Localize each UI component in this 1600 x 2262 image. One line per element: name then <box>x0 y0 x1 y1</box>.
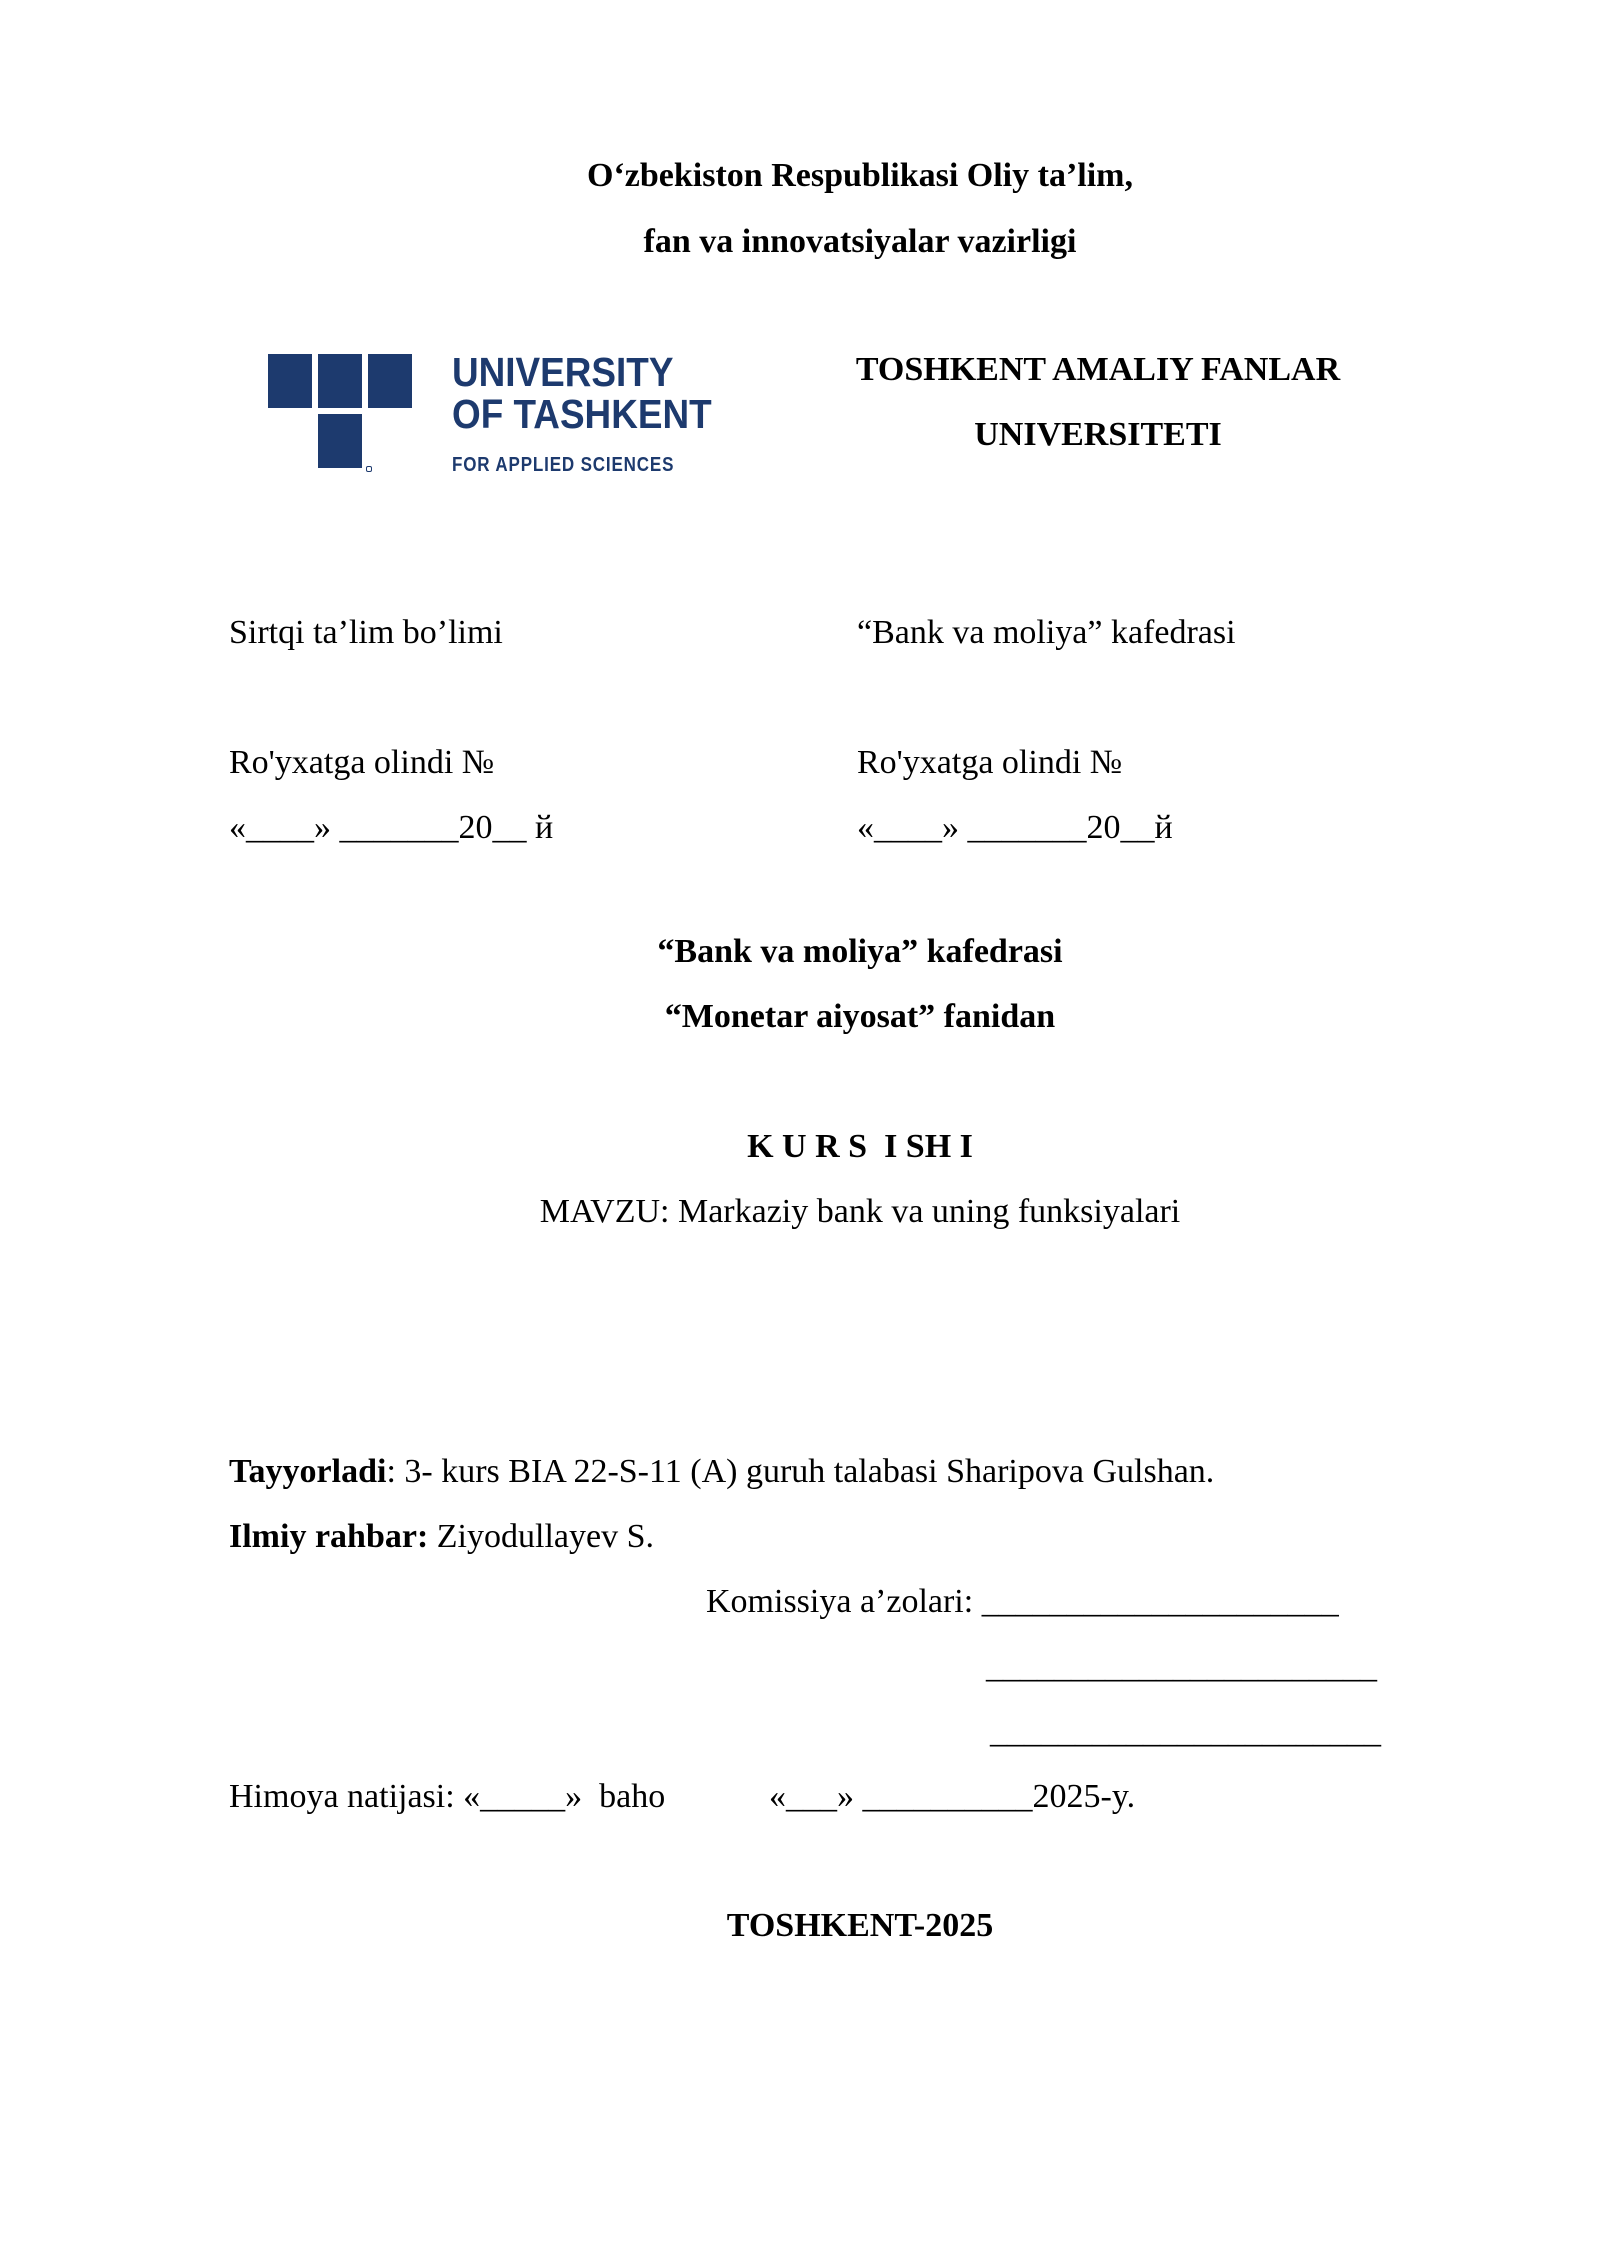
department-right: “Bank va moliya” kafedrasi <box>857 614 1236 651</box>
university-name-line-1: TOSHKENT AMALIY FANLAR <box>855 351 1341 388</box>
prepared-by <box>229 1452 1214 1492</box>
logo-block-1 <box>268 354 312 408</box>
course-title: K U R S I SH I <box>747 1128 973 1165</box>
ministry-line-2: fan va innovatsiyalar vazirligi <box>643 223 1077 260</box>
supervisor <box>229 1517 654 1557</box>
registered-right: Ro'yxatga olindi № <box>857 744 1123 781</box>
logo-text-of-tashkent: OF TASHKENT <box>452 391 712 437</box>
commission-line-2: _______________________ <box>986 1648 1377 1685</box>
department-left: Sirtqi ta’lim bo’limi <box>229 614 503 651</box>
prepared-by-label: Tayyorladi <box>229 1453 387 1490</box>
logo-block-2 <box>318 354 362 408</box>
university-logo <box>268 349 712 490</box>
registered-mark-icon <box>366 466 372 472</box>
ministry-line-1: O‘zbekiston Respublikasi Oliy ta’lim, <box>587 157 1133 194</box>
course-topic: MAVZU: Markaziy bank va uning funksiyalari <box>539 1193 1181 1230</box>
defense-date: «___» __________2025-y. <box>769 1778 1136 1815</box>
footer-city-year: TOSHKENT-2025 <box>726 1907 994 1944</box>
course-kafedra: “Bank va moliya” kafedrasi <box>657 933 1063 970</box>
logo-text-applied-sciences: FOR APPLIED SCIENCES <box>452 454 675 476</box>
supervisor-text: Ziyodullayev S. <box>428 1518 654 1555</box>
course-subject: “Monetar aiyosat” fanidan <box>664 998 1056 1035</box>
logo-block-3 <box>368 354 412 408</box>
supervisor-label: Ilmiy rahbar: <box>229 1518 429 1555</box>
date-line-right: «____» _______20__й <box>857 809 1173 846</box>
commission-line-3: _______________________ <box>990 1713 1381 1750</box>
logo-text-university: UNIVERSITY <box>452 349 674 395</box>
logo-block-4 <box>318 414 362 468</box>
commission-line-1: Komissiya a’zolari: _____________________ <box>706 1583 1339 1620</box>
prepared-by-text: : 3- kurs BIA 22-S-11 (A) guruh talabasi Sharipova Gulshan. <box>386 1453 1215 1490</box>
registered-left: Ro'yxatga olindi № <box>229 744 495 781</box>
university-name-line-2: UNIVERSITETI <box>974 416 1222 453</box>
defense-result: Himoya natijasi: «_____» baho <box>229 1778 666 1815</box>
date-line-left: «____» _______20__ й <box>229 809 554 846</box>
